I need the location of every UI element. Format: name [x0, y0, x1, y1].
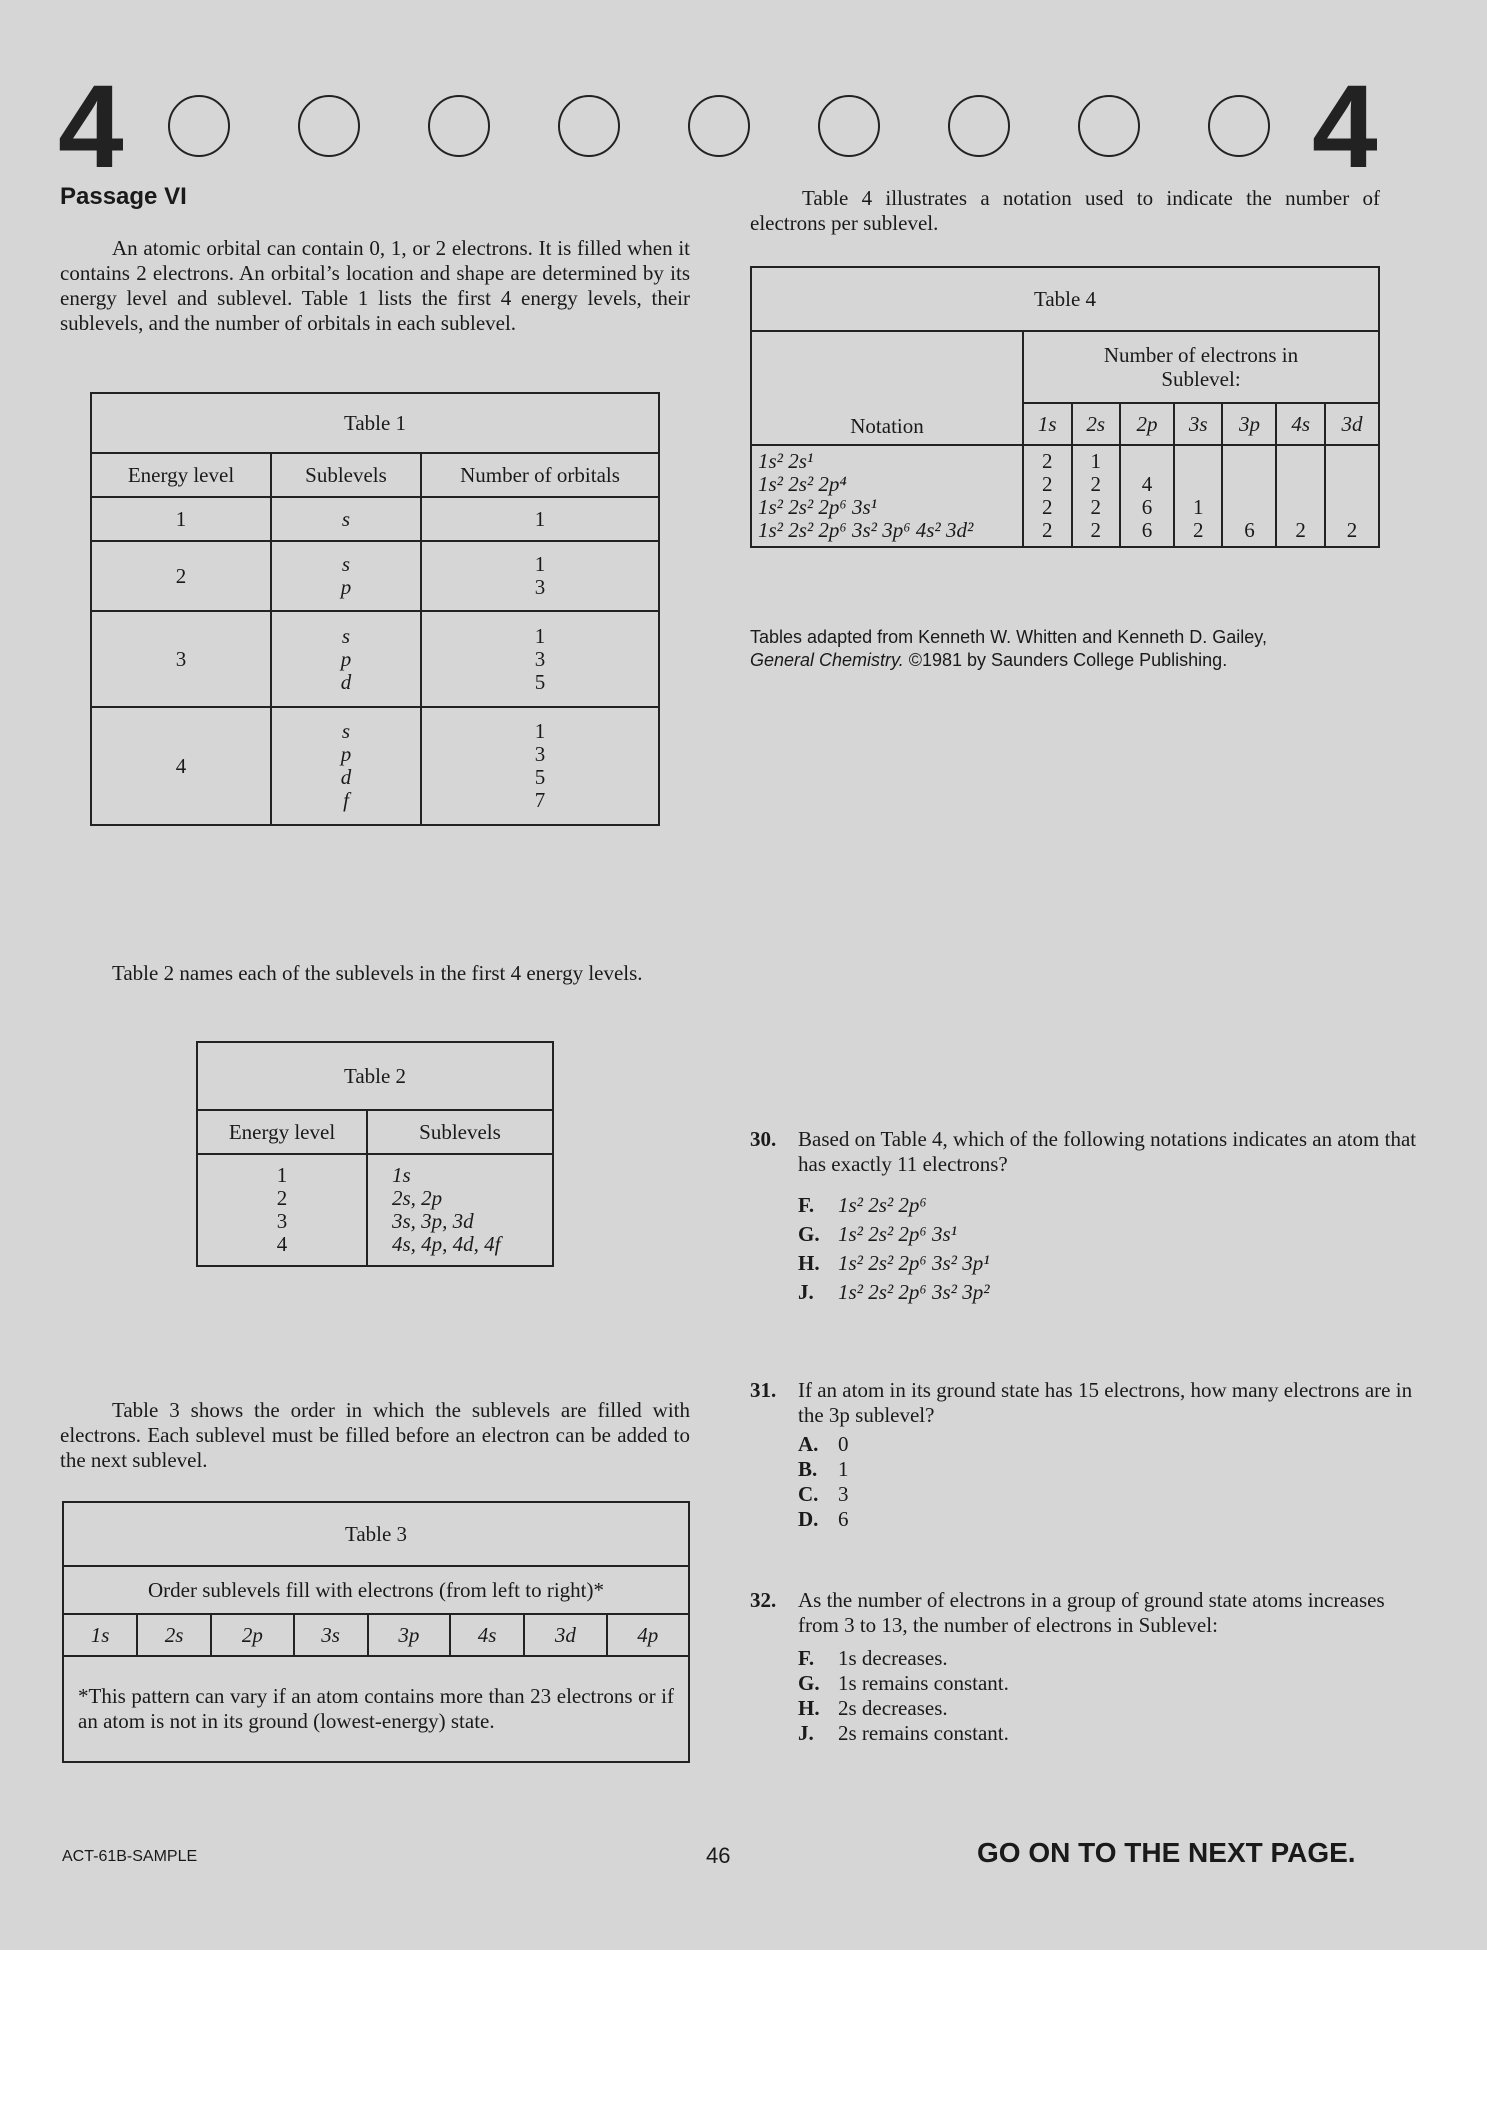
orbitals-cell: 1	[421, 497, 659, 541]
question-30: 30. Based on Table 4, which of the following notations indicates an atom that has exactly 11 electrons? F. 1s² 2s² 2p⁶ G. 1s² 2s² 2p⁶ 3s¹ H. 1s² 2s² 2p⁶ 3s² 3p¹ J. 1s² 2s² 2p⁶ 3s² 3p²	[750, 1127, 1428, 1305]
column-header: 3p	[1222, 403, 1276, 445]
value-cell: 2	[1325, 445, 1379, 547]
header-circle-icon	[1078, 95, 1140, 157]
header-circle-icon	[688, 95, 750, 157]
answer-option[interactable]: F. 1s² 2s² 2p⁶	[798, 1193, 927, 1217]
column-header: Number of orbitals	[421, 453, 659, 497]
column-header: 1s	[1023, 403, 1072, 445]
answer-option[interactable]: H. 2s decreases.	[798, 1696, 948, 1720]
column-header: 3d	[1325, 403, 1379, 445]
value-cell: 6	[1222, 445, 1276, 547]
order-cell: 4s	[450, 1614, 524, 1656]
section-number-right: 4	[1312, 61, 1378, 193]
next-page-notice: GO ON TO THE NEXT PAGE.	[977, 1837, 1356, 1868]
value-cell: 1 2	[1174, 445, 1223, 547]
answer-option[interactable]: C. 3	[798, 1482, 849, 1506]
column-header: 4s	[1276, 403, 1325, 445]
answer-option[interactable]: A. 0	[798, 1432, 849, 1456]
column-header: Sublevels	[271, 453, 421, 497]
orbitals-cell: 1 3 5	[421, 611, 659, 707]
order-cell: 2p	[211, 1614, 293, 1656]
energy-levels-cell: 1 2 3 4	[197, 1154, 367, 1266]
header-circle-icon	[168, 95, 230, 157]
orbitals-cell: 1 3	[421, 541, 659, 611]
answer-option[interactable]: D. 6	[798, 1507, 849, 1531]
answer-option[interactable]: J. 2s remains constant.	[798, 1721, 1009, 1745]
value-cell: 4 6 6	[1120, 445, 1174, 547]
header-circle-icon	[558, 95, 620, 157]
table-source: Tables adapted from Kenneth W. Whitten and Kenneth D. Gailey, General Chemistry. ©1981 by Saunders College Publishing.	[750, 627, 1267, 670]
table3-intro: Table 3 shows the order in which the sublevels are filled with electrons. Each sublevel must be filled before an electron can be added to the next sublevel.	[60, 1398, 690, 1472]
answer-option[interactable]: J. 1s² 2s² 2p⁶ 3s² 3p²	[798, 1280, 990, 1304]
table-caption: Table 1	[91, 393, 659, 453]
column-header: 3s	[1174, 403, 1223, 445]
table-4	[750, 266, 1380, 548]
column-header: 2s	[1072, 403, 1121, 445]
energy-level-cell: 1	[91, 497, 271, 541]
answer-option[interactable]: F. 1s decreases.	[798, 1646, 948, 1670]
table3-footnote: *This pattern can vary if an atom contains more than 23 electrons or if an atom is not in its ground (lowest-energy) state.	[63, 1656, 689, 1762]
order-cell: 3d	[524, 1614, 606, 1656]
order-cell: 4p	[607, 1614, 690, 1656]
header-circle-icon	[298, 95, 360, 157]
energy-level-cell: 4	[91, 707, 271, 825]
sublevels-cell: s p	[271, 541, 421, 611]
answer-option[interactable]: G. 1s² 2s² 2p⁶ 3s¹	[798, 1222, 957, 1246]
header-circle-icon	[1208, 95, 1270, 157]
energy-level-cell: 2	[91, 541, 271, 611]
order-cell: 3s	[294, 1614, 368, 1656]
page-number: 46	[706, 1843, 731, 1868]
table-1	[90, 392, 660, 826]
table-caption: Table 4	[751, 267, 1379, 331]
notation-header: Notation	[751, 331, 1023, 445]
answer-option[interactable]: B. 1	[798, 1457, 849, 1481]
energy-level-cell: 3	[91, 611, 271, 707]
sublevels-cell: 1s 2s, 2p 3s, 3p, 3d 4s, 4p, 4d, 4f	[367, 1154, 553, 1266]
passage-intro: An atomic orbital can contain 0, 1, or 2 electrons. It is filled when it contains 2 electrons. An orbital’s location and shape are determined by its energy level and sublevel. Table 1 lists the first 4 energy levels, their sublevels, and the number of orbitals in each sublevel.	[60, 236, 690, 335]
notation-cell: 1s² 2s¹ 1s² 2s² 2p⁴ 1s² 2s² 2p⁶ 3s¹ 1s² 2s² 2p⁶ 3s² 3p⁶ 4s² 3d²	[751, 445, 1023, 547]
value-cell: 2 2 2 2	[1023, 445, 1072, 547]
sublevels-cell: s	[271, 497, 421, 541]
table2-intro: Table 2 names each of the sublevels in the first 4 energy levels.	[112, 961, 643, 985]
answer-option[interactable]: H. 1s² 2s² 2p⁶ 3s² 3p¹	[798, 1251, 990, 1275]
question-31: 31. If an atom in its ground state has 15 electrons, how many electrons are in the 3p sublevel? A. 0 B. 1 C. 3 D. 6	[750, 1378, 1428, 1532]
order-cell: 3p	[368, 1614, 450, 1656]
value-cell: 2	[1276, 445, 1325, 547]
table-3	[62, 1501, 690, 1763]
table-caption: Table 2	[197, 1042, 553, 1110]
table3-subheader: Order sublevels fill with electrons (from left to right)*	[63, 1566, 689, 1614]
footer-code: ACT-61B-SAMPLE	[62, 1848, 198, 1865]
order-cell: 2s	[137, 1614, 211, 1656]
table4-intro: Table 4 illustrates a notation used to indicate the number of electrons per sublevel.	[750, 186, 1380, 235]
header-circle-icon	[818, 95, 880, 157]
order-cell: 1s	[63, 1614, 137, 1656]
orbitals-cell: 1 3 5 7	[421, 707, 659, 825]
sublevels-cell: s p d	[271, 611, 421, 707]
column-header: 2p	[1120, 403, 1174, 445]
passage-title: Passage VI	[60, 183, 187, 210]
group-header: Number of electrons in Sublevel:	[1023, 331, 1379, 403]
blank-margin	[0, 1950, 1487, 2103]
column-header: Energy level	[91, 453, 271, 497]
header-circle-icon	[428, 95, 490, 157]
column-header: Sublevels	[367, 1110, 553, 1154]
value-cell: 1 2 2 2	[1072, 445, 1121, 547]
table-caption: Table 3	[63, 1502, 689, 1566]
table-2	[196, 1041, 554, 1267]
section-number-left: 4	[58, 61, 124, 193]
header-circle-icon	[948, 95, 1010, 157]
column-header: Energy level	[197, 1110, 367, 1154]
sublevels-cell: s p d f	[271, 707, 421, 825]
answer-option[interactable]: G. 1s remains constant.	[798, 1671, 1009, 1695]
question-32: 32. As the number of electrons in a group of ground state atoms increases from 3 to 13, the number of electrons in Sublevel: F. 1s decreases. G. 1s remains constant. H. 2s decreases. J. 2s remains constant.	[750, 1588, 1428, 1746]
